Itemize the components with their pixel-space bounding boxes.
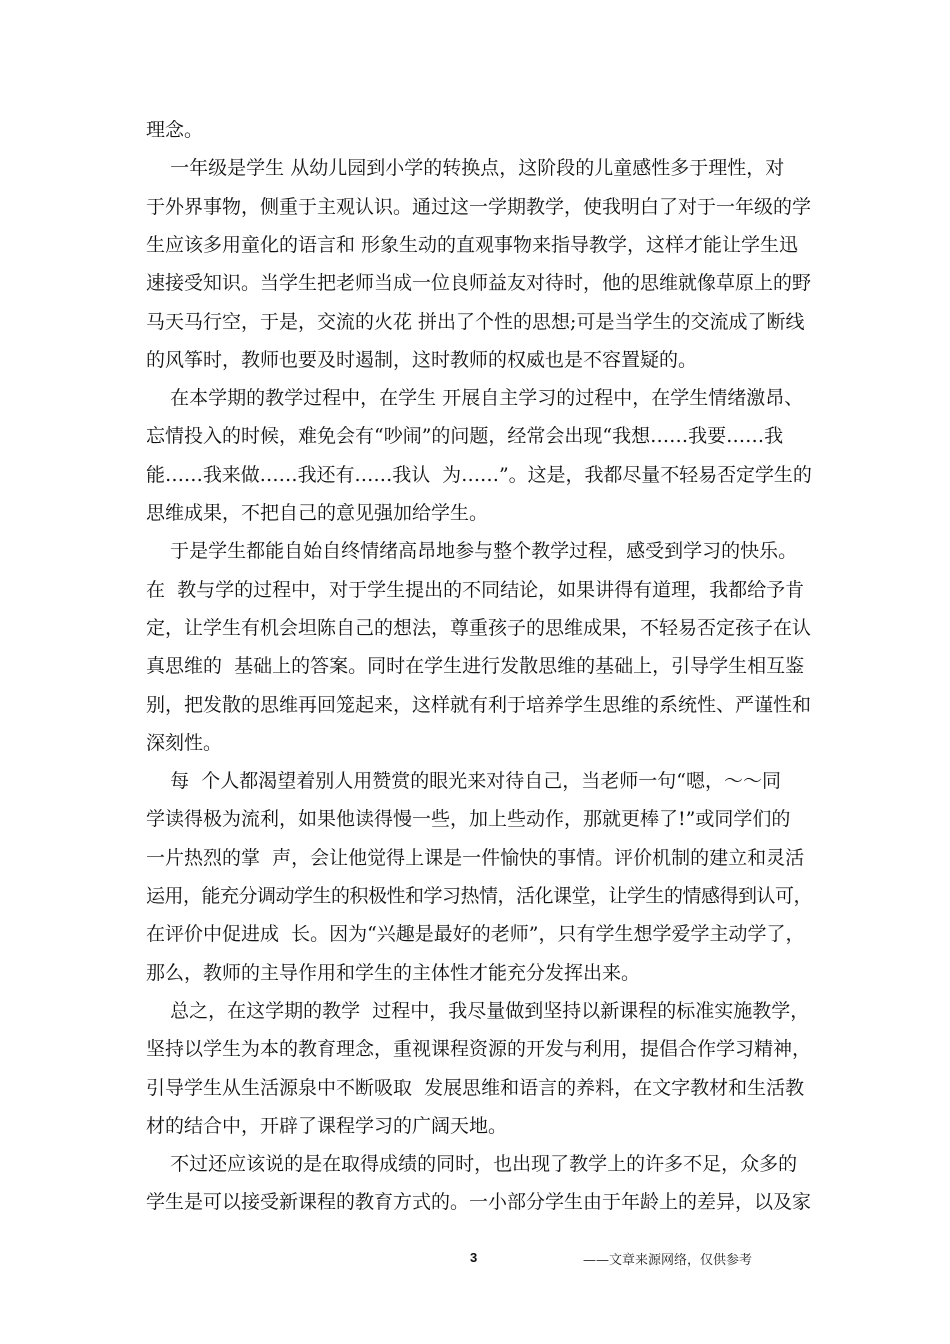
footer-source-note: ——文章来源网络，仅供参考 [583,1253,753,1268]
text-line: 不过还应该说的是在取得成绩的同时，也出现了教学上的许多不足，众多的 [146,1153,798,1176]
text-line: 生应该多用童化的语言和 形象生动的直观事物来指导教学，这样才能让学生迅 [146,233,799,256]
text-line: 于外界事物，侧重于主观认识。通过这一学期教学，使我明白了对于一年级的学 [146,195,812,218]
text-line: 思维成果，不把自己的意见强加给学生。 [146,502,489,524]
text-line: 总之，在这学期的教学 过程中，我尽量做到坚持以新课程的标准实施教学， [146,999,810,1022]
text-line: 一年级是学生 从幼儿园到小学的转换点，这阶段的儿童感性多于理性，对 [146,157,785,180]
text-line: 那么，教师的主导作用和学生的主体性才能充分发挥出来。 [146,961,641,984]
text-line: 每 个人都渴望着别人用赞赏的眼光来对待自己，当老师一句“嗯，～～同 [146,770,781,793]
text-line: 真思维的 基础上的答案。同时在学生进行发散思维的基础上，引导学生相互鉴 [146,655,805,678]
text-line: 定，让学生有机会坦陈自己的想法，尊重孩子的思维成果，不轻易否定孩子在认 [146,616,812,639]
text-line: 的风筝时，教师也要及时遏制，这时教师的权威也是不容置疑的。 [146,348,698,371]
text-line: 在本学期的教学过程中，在学生 开展自主学习的过程中，在学生情绪激昂、 [146,387,804,410]
text-line: 在 教与学的过程中，对于学生提出的不同结论，如果讲得有道理，我都给予肯 [146,578,805,601]
text-line: 在评价中促进成 长。因为“兴趣是最好的老师”，只有学生想学爱学主动学了， [146,923,805,946]
text-line: 引导学生从生活源泉中不断吸取 发展思维和语言的养料，在文字教材和生活教 [146,1076,805,1099]
text-line: 材的结合中，开辟了课程学习的广阔天地。 [146,1114,508,1137]
text-line: 理念。 [146,119,204,141]
text-line: 学生是可以接受新课程的教育方式的。一小部分学生由于年龄上的差异，以及家 [146,1191,812,1214]
text-line: 深刻性。 [146,731,223,754]
text-line: 速接受知识。当学生把老师当成一位良师益友对待时，他的思维就像草原上的野 [146,272,812,295]
text-line: 于是学生都能自始自终情绪高昂地参与整个教学过程，感受到学习的快乐。 [146,540,798,563]
text-line: 忘情投入的时候，难免会有“吵闹”的问题，经常会出现“我想……我要……我 [146,425,784,448]
text-line: 坚持以学生为本的教育理念，重视课程资源的开发与利用，提倡合作学习精神， [146,1038,812,1061]
text-line: 一片热烈的掌 声，会让他觉得上课是一件愉快的事情。评价机制的建立和灵活 [146,846,805,869]
text-line: 别，把发散的思维再回笼起来，这样就有利于培养学生思维的系统性、严谨性和 [146,693,812,716]
text-line: 学读得极为流利，如果他读得慢一些，加上些动作，那就更棒了!”或同学们的 [146,808,791,831]
text-line: 马天马行空，于是，交流的火花 拼出了个性的思想;可是当学生的交流成了断线 [146,310,805,333]
page-number: 3 [470,1250,478,1265]
text-line: 运用，能充分调动学生的积极性和学习热情，活化课堂，让学生的情感得到认可， [146,885,813,907]
text-line: 能……我来做……我还有……我认 为……”。这是，我都尽量不轻易否定学生的 [146,463,812,486]
